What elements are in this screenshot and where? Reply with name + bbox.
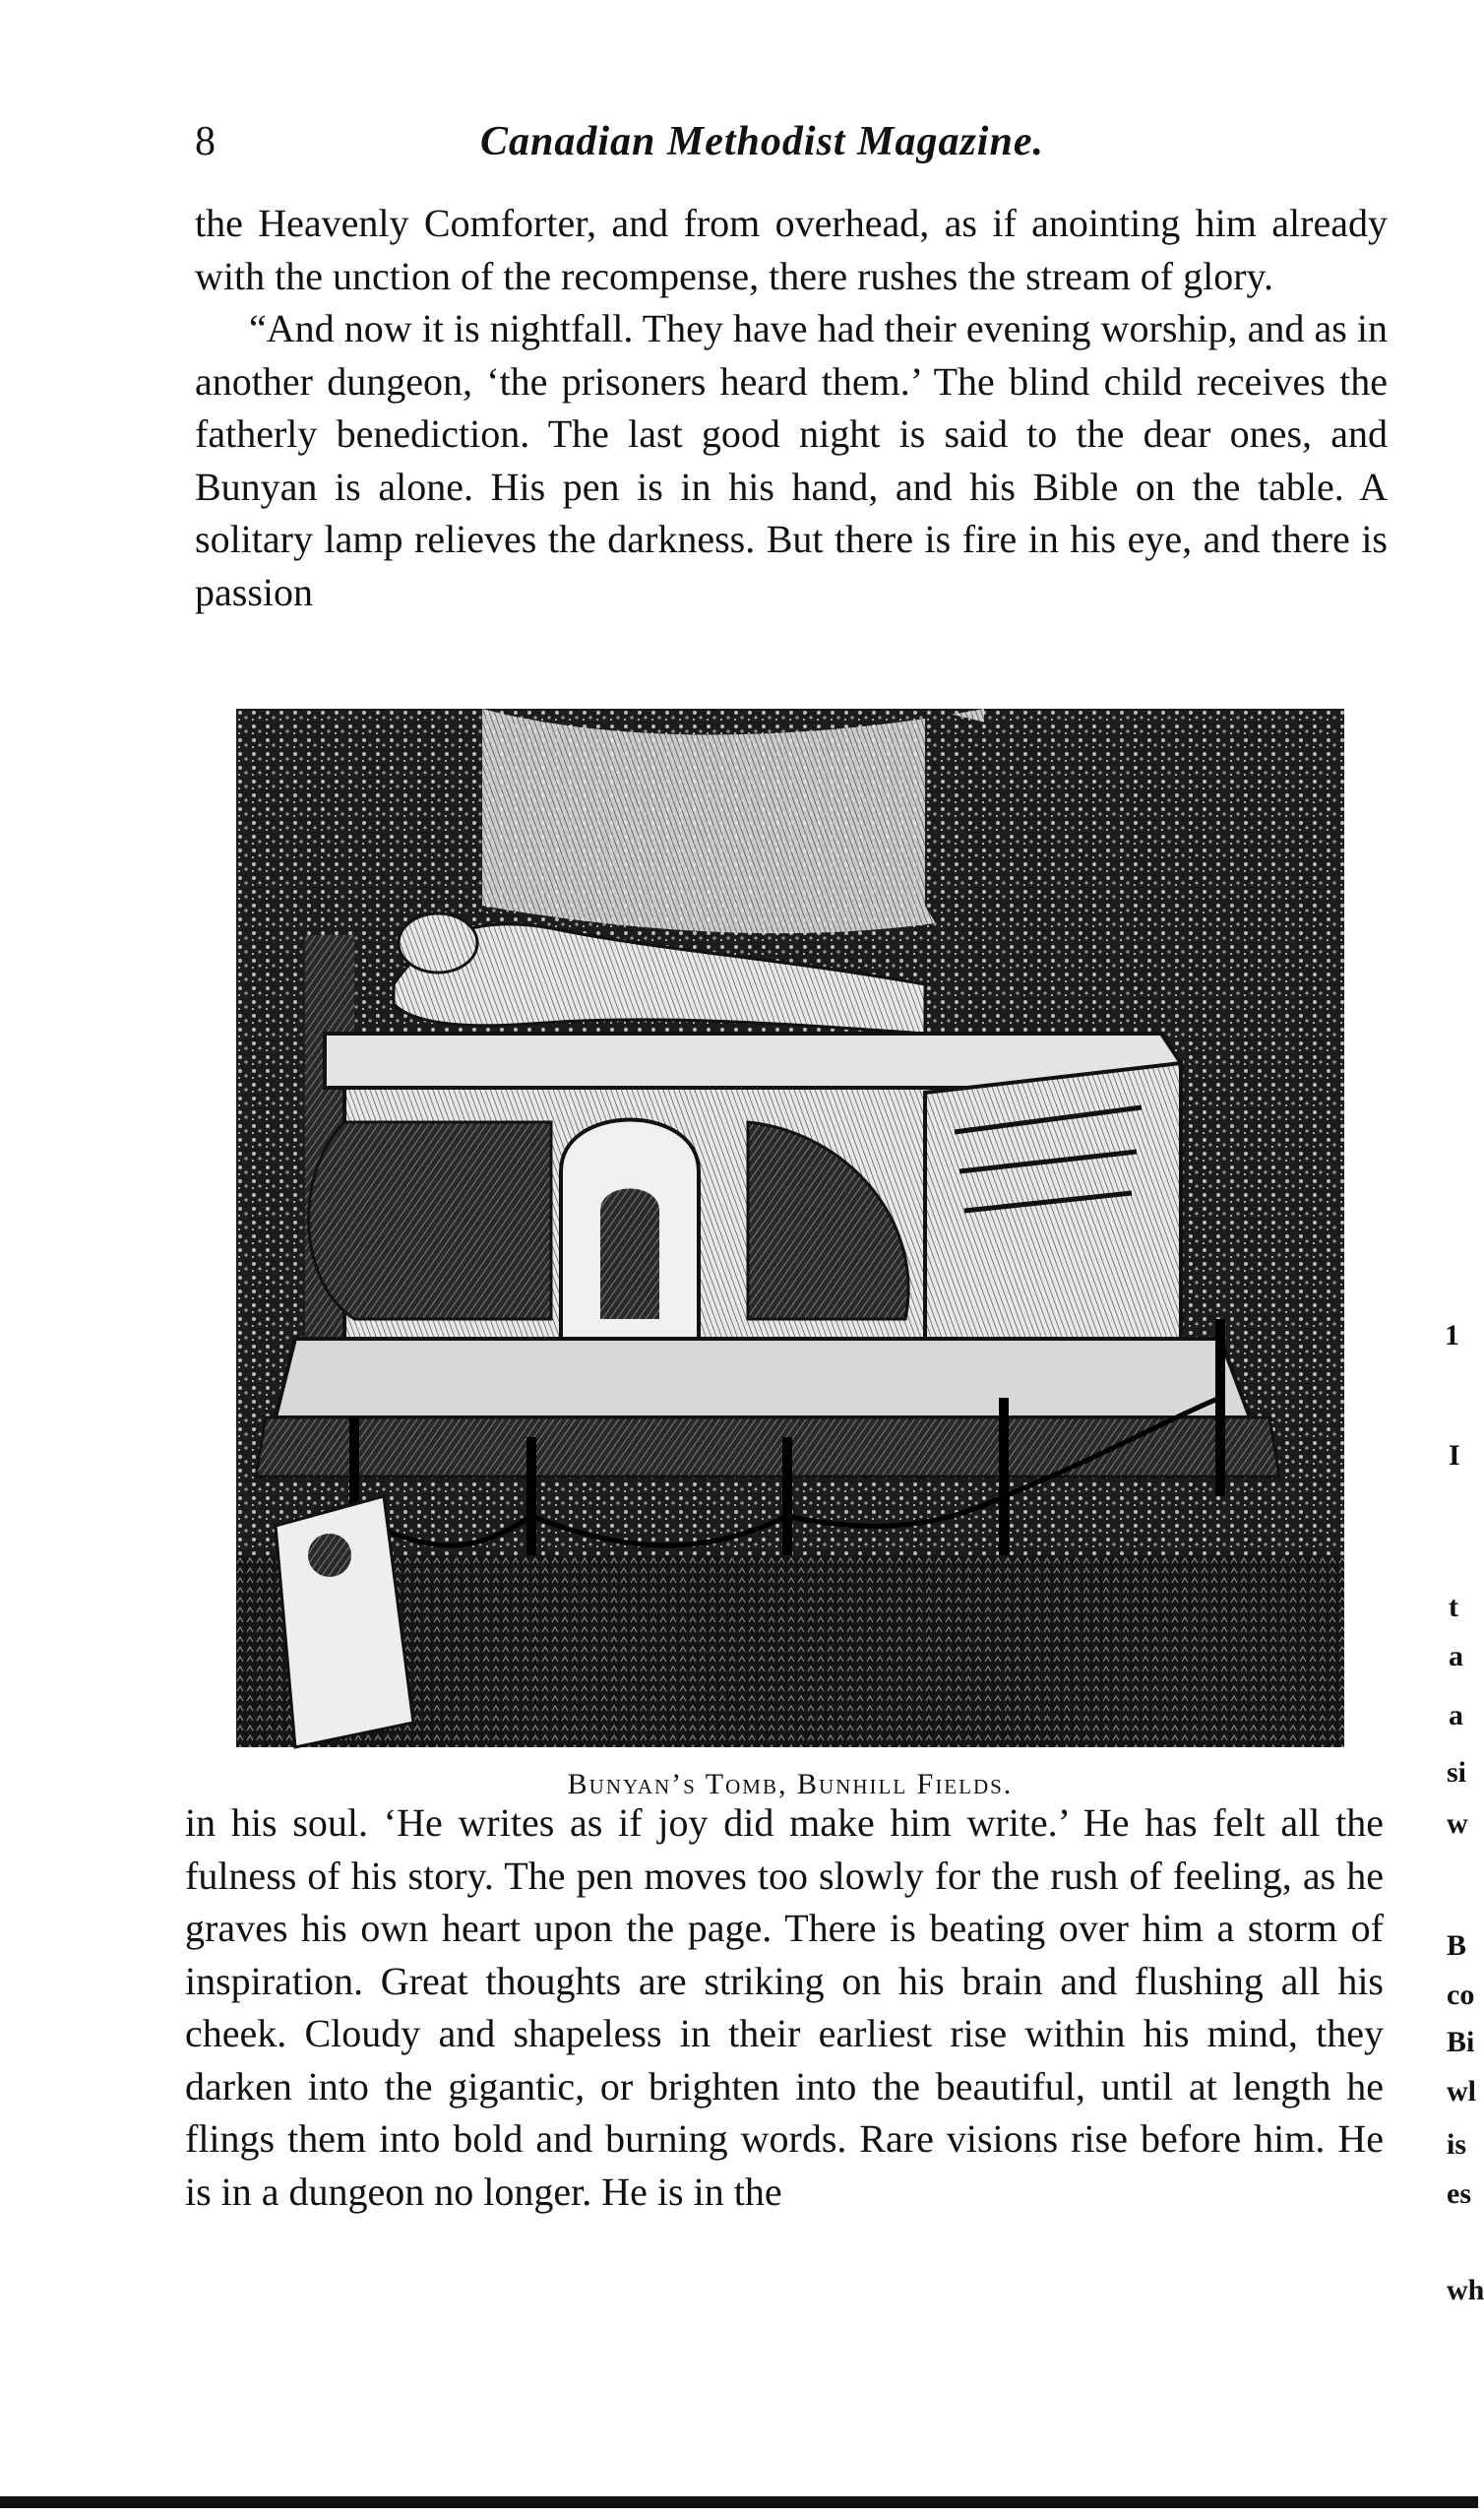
- edge-fragment: 1: [1445, 1319, 1459, 1352]
- edge-fragment: si: [1447, 1756, 1467, 1789]
- edge-fragment: I: [1449, 1439, 1460, 1472]
- tomb-engraving: [236, 709, 1344, 1747]
- edge-fragment: Bi: [1447, 2026, 1475, 2058]
- edge-fragment: B: [1447, 1929, 1467, 1962]
- paragraph: the Heavenly Comforter, and from overhead, as if anointing him already with the unction of the recompense, there rushes the stream of glory.: [195, 201, 1388, 298]
- edge-fragment: es: [1447, 2177, 1471, 2210]
- running-header: [195, 108, 1130, 167]
- paragraph: in his soul. ‘He writes as if joy did make him write.’ He has felt all the fulness of his story. The pen moves too slowly for the rush of feeling, as he graves his own heart upon the page. There is beating over him a storm of inspiration. Great thoughts are striking on his brain and flushing all his cheek. Cloudy and shapeless in their earliest rise within his mind, they darken into the gigantic, or brighten into the beautiful, until at length he flings them into bold and burning words. Rare visions rise before him. He is in a dungeon no longer. He is in the: [185, 1800, 1384, 2214]
- page-number: 8: [195, 119, 216, 164]
- paragraph: “And now it is nightfall. They have had their evening worship, and as in another dungeon, ‘the prisoners heard them.’ The blind child receives the fatherly benediction. The last good night is said to the dear ones, and Bunyan is alone. His pen is in his hand, and his Bible on the table. A solitary lamp relieves the darkness. But there is fire in his eye, and there is passion: [195, 306, 1388, 614]
- tomb-engraving-drawing: [236, 709, 1344, 1747]
- edge-fragment: co: [1447, 1979, 1475, 2011]
- running-title: Canadian Methodist Magazine.: [480, 119, 1044, 164]
- top-text-block: [195, 197, 1388, 618]
- edge-fragment: w: [1447, 1807, 1468, 1840]
- figure-caption: Bunyan’s Tomb, Bunhill Fields.: [567, 1768, 1014, 1800]
- edge-fragment: a: [1449, 1640, 1463, 1672]
- edge-fragment: t: [1449, 1591, 1458, 1623]
- edge-fragment: a: [1449, 1699, 1463, 1731]
- edge-fragment: wl: [1447, 2075, 1476, 2107]
- edge-fragment: is: [1447, 2128, 1467, 2161]
- edge-fragment: wh: [1447, 2274, 1484, 2306]
- bottom-text-block: [185, 1796, 1384, 2218]
- adjacent-page-edge: [1397, 0, 1484, 2516]
- bottom-edge-rule: [0, 2496, 1478, 2508]
